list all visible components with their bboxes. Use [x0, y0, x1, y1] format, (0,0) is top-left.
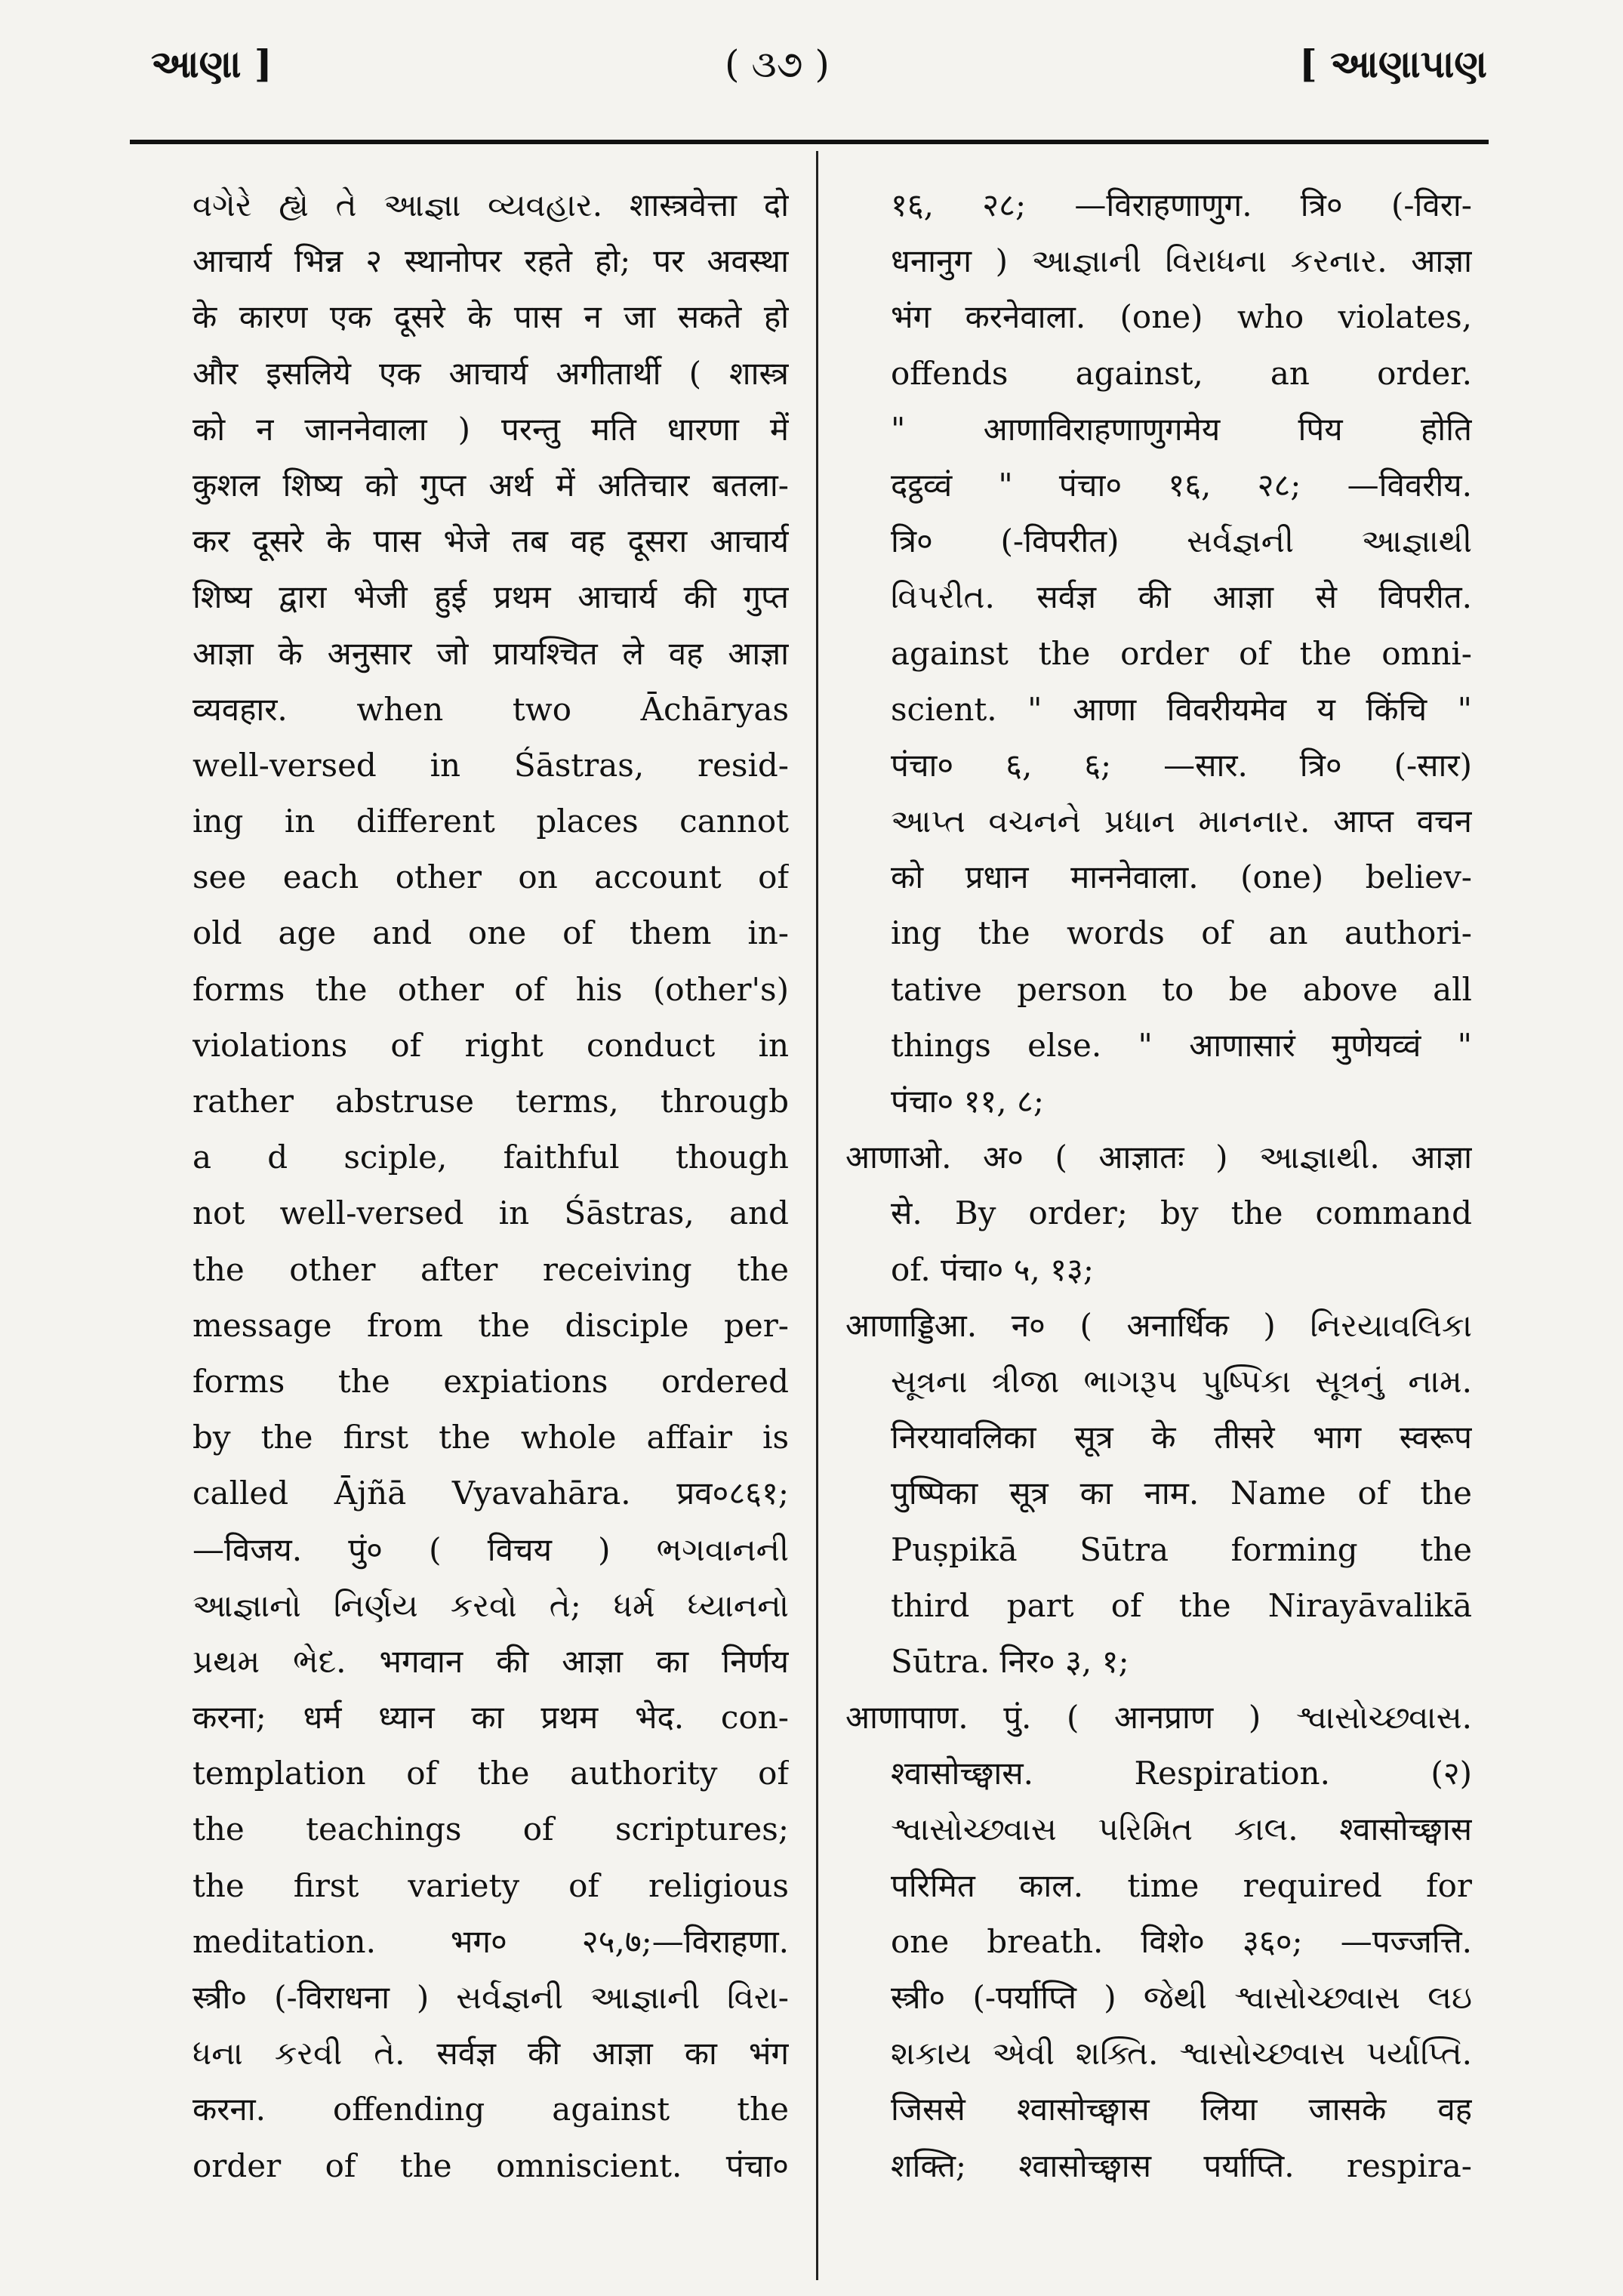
- text-line: violations of right conduct in: [192, 1026, 789, 1064]
- text-line: शिष्य द्वारा भेजी हुई प्रथम आचार्य की गुप्त: [192, 578, 789, 616]
- text-line: આપ્ત વચનને પ્રધાન માનનાર. आप्त वचन: [891, 803, 1472, 840]
- text-line: जिससे श्वासोच्छ्वास लिया जासके वह: [891, 2091, 1472, 2128]
- text-line: well-versed in Śāstras, resid-: [192, 746, 789, 784]
- text-line: स्त्री० (-पर्याप्ति ) જેથી શ્વાસોચ્છ્વાસ લઇ: [891, 1979, 1472, 2016]
- text-line: Sūtra. निर० ३, १;: [891, 1642, 1129, 1680]
- text-line: not well-versed in Śāstras, and: [192, 1194, 789, 1232]
- text-line: against the order of the omni-: [891, 634, 1472, 672]
- text-line: आचार्य भिन्न २ स्थानोपर रहते हो; पर अवस्था: [192, 242, 789, 280]
- text-line: को न जाननेवाला ) परन्तु मति धारणा में: [192, 410, 789, 448]
- text-line: त्रि० (-विपरीत) સર્વજ્ઞની આજ્ઞાથી: [891, 522, 1472, 560]
- header-rule: [130, 140, 1489, 144]
- header-left-guideword: આણા ]: [151, 42, 273, 86]
- header-right-guideword: [ આણાપાણ: [1299, 42, 1487, 86]
- text-line: old age and one of them in-: [192, 914, 789, 952]
- text-line: of. पंचा० ५, १३;: [891, 1250, 1095, 1288]
- text-line: the teachings of scriptures;: [192, 1811, 789, 1848]
- right-column: [845, 177, 1472, 2194]
- column-divider: [816, 151, 818, 2280]
- text-line: things else. " आणासारं मुणेयव्वं ": [891, 1026, 1472, 1064]
- left-column: [192, 177, 789, 2194]
- entry-headword-line: आणापाण. पुं. ( आनप्राण ) શ્વાસોચ્છ્વાસ.: [845, 1699, 1472, 1737]
- text-line: भंग करनेवाला. (one) who violates,: [891, 298, 1472, 336]
- text-line: rather abstruse terms, througb: [192, 1083, 789, 1120]
- text-line: the other after receiving the: [192, 1250, 789, 1288]
- text-line: meditation. भग० २५,७;—विराहणा.: [192, 1922, 789, 1960]
- text-line: વગેરે હ્યે તે આજ્ઞા વ્યવહાર. शास्त्रवेत्ता दो: [192, 186, 789, 223]
- text-line: आज्ञा के अनुसार जो प्रायश्चित ले वह आज्ञा: [192, 634, 789, 672]
- text-line: forms the expiations ordered: [192, 1362, 789, 1400]
- text-line: order of the omniscient. पंचा०: [192, 2147, 789, 2184]
- text-line: message from the disciple per-: [192, 1306, 789, 1344]
- text-line: और इसलिये एक आचार्य अगीतार्थी ( शास्त्र: [192, 354, 789, 392]
- text-line: શકાય એવી શક્તિ. શ્વાસોચ્છ્વાસ પર્યાપ્તિ.: [891, 2035, 1472, 2073]
- text-line: by the first the whole affair is: [192, 1419, 789, 1456]
- text-line: tative person to be above all: [891, 970, 1472, 1008]
- text-line: करना. offending against the: [192, 2091, 789, 2128]
- text-line: शक्ति; श्वासोच्छ्वास पर्याप्ति. respira-: [891, 2147, 1472, 2184]
- entry-headword-line: आणाओ. अ० ( आज्ञातः ) આજ્ઞાથી. आज्ञा: [845, 1139, 1472, 1176]
- text-line: સૂત્રના ત્રીજા ભાગરૂપ પુષ્પિકા સૂત્રનું નામ.: [891, 1362, 1472, 1400]
- text-line: करना; धर्म ध्यान का प्रथम भेद. con-: [192, 1699, 789, 1737]
- text-line: templation of the authority of: [192, 1755, 789, 1792]
- text-line: ing in different places cannot: [192, 803, 789, 840]
- text-line: श्वासोच्छ्वास. Respiration. (२): [891, 1755, 1472, 1792]
- text-line: forms the other of his (other's): [192, 970, 789, 1008]
- text-line: વિપરીત. सर्वज्ञ की आज्ञा से विपरीत.: [891, 578, 1472, 616]
- text-line: third part of the Nirayāvalikā: [891, 1586, 1472, 1624]
- text-line: को प्रधान माननेवाला. (one) believ-: [891, 858, 1472, 896]
- text-line: see each other on account of: [192, 858, 789, 896]
- text-line: ing the words of an authori-: [891, 914, 1472, 952]
- text-line: व्यवहार. when two Āchāryas: [192, 690, 789, 728]
- text-line: परिमित काल. time required for: [891, 1866, 1472, 1904]
- text-line: called Ājñā Vyavahāra. प्रव०८६१;: [192, 1475, 789, 1512]
- text-line: —विजय. पुं० ( विचय ) ભગવાનની: [192, 1530, 789, 1568]
- text-line: धनानुग ) આજ્ઞાની વિરાધના કરનાર. आज्ञा: [891, 242, 1472, 280]
- text-line: पुष्पिका सूत्र का नाम. Name of the: [891, 1475, 1472, 1512]
- text-line: the first variety of religious: [192, 1866, 789, 1904]
- text-line: दट्ठव्वं " पंचा० १६, २८; —विवरीय.: [891, 466, 1472, 504]
- text-line: " आणाविराहणाणुगमेय पिय होति: [891, 410, 1472, 448]
- text-line: ધના કરવી તે. सर्वज्ञ की आज्ञा का भंग: [192, 2035, 789, 2073]
- page-number: ( ૩૭ ): [725, 42, 830, 86]
- text-line: कुशल शिष्य को गुप्त अर्थ में अतिचार बतला-: [192, 466, 789, 504]
- text-line: scient. " आणा विवरीयमेव य किंचि ": [891, 690, 1472, 728]
- text-line: one breath. विशे० ३६०; —पज्जत्ति.: [891, 1922, 1472, 1960]
- text-line: से. By order; by the command: [891, 1194, 1472, 1232]
- text-line: कर दूसरे के पास भेजे तब वह दूसरा आचार्य: [192, 522, 789, 560]
- text-line: પ્રથમ ભેદ. भगवान की आज्ञा का निर्णय: [192, 1642, 789, 1680]
- entry-headword-line: आणाड्डिआ. न० ( अनार्धिक ) નિરયાવલિકા: [845, 1306, 1472, 1344]
- text-line: निरयावलिका सूत्र के तीसरे भाग स्वरूप: [891, 1419, 1472, 1456]
- text-line: १६, २८; —विराहणाणुग. त्रि० (-विरा-: [891, 186, 1472, 223]
- text-line: पंचा० ६, ६; —सार. त्रि० (-सार): [891, 746, 1472, 784]
- text-line: के कारण एक दूसरे के पास न जा सकते हो: [192, 298, 789, 336]
- text-line: Puṣpikā Sūtra forming the: [891, 1530, 1472, 1568]
- text-line: a d sciple, faithful though: [192, 1139, 789, 1176]
- text-line: पंचा० ११, ८;: [891, 1083, 1044, 1120]
- text-line: શ્વાસોચ્છ્વાસ પરિમિત કાલ. श्वासोच्छ्वास: [891, 1811, 1472, 1848]
- text-line: offends against, an order.: [891, 354, 1472, 392]
- text-line: स्त्री० (-विराधना ) સર્વજ્ઞની આજ્ઞાની વિરા-: [192, 1979, 789, 2016]
- text-line: આજ્ઞાનો નિર્ણય કરવો તે; ધર્મ ધ્યાનનો: [192, 1586, 789, 1624]
